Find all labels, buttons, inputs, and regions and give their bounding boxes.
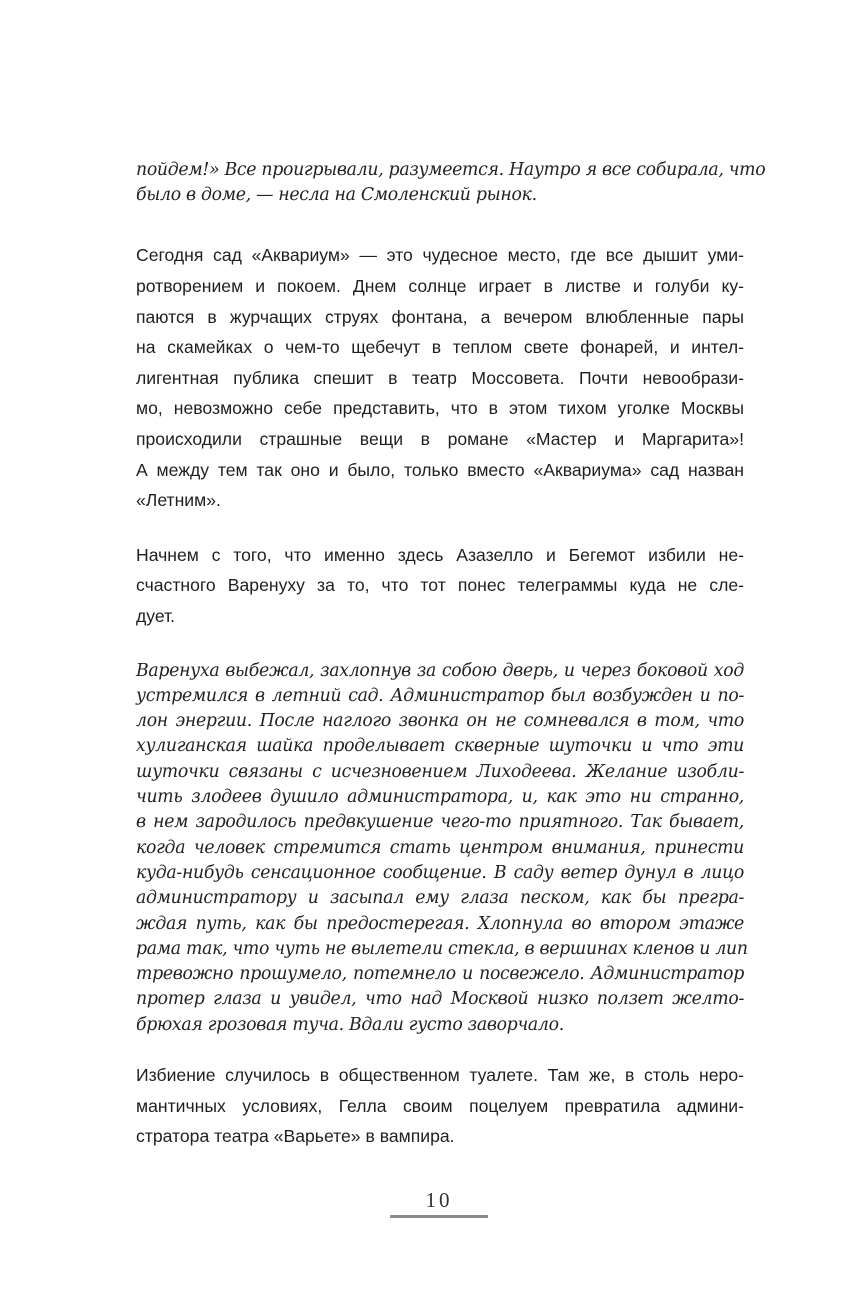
text-line: Начнем с того, что именно здесь Азазелло и Бегемот избили не- xyxy=(136,544,744,565)
text-line: Избиение случилось в общественном туалете. Там же, в столь неро- xyxy=(136,1064,744,1085)
text-line: чить злодеев душило администратора, и, как это ни странно, xyxy=(136,787,744,808)
text-line: лигентная публика спешит в театр Моссовета. Почти невообрази- xyxy=(136,367,744,388)
text-line: брюхая грозовая туча. Вдали густо заворчало. xyxy=(136,1014,564,1035)
text-line: в нем зародилось предвкушение чего-то приятного. Так бывает, xyxy=(136,812,744,833)
page-body xyxy=(136,158,766,1152)
text-line: пойдем!» Все проигрывали, разумеется. Наутро я все собирала, что xyxy=(136,160,766,180)
text-line: хулиганская шайка проделывает скверные шуточки и что эти xyxy=(136,736,744,757)
quote-paragraph-novel-excerpt xyxy=(136,659,748,1038)
text-line: администратору и засыпал ему глаза песком, как бы прегра- xyxy=(136,888,744,909)
text-line: ждая путь, как бы предостерегая. Хлопнула во втором этаже xyxy=(136,913,744,934)
page-number: 10 xyxy=(425,1188,453,1212)
paragraph-varenukha xyxy=(136,540,744,632)
text-line: на скамейках о чем-то щебечут в теплом свете фонарей, и интел- xyxy=(136,337,744,358)
text-line: устремился в летний сад. Администратор был возбужден и по- xyxy=(136,685,744,706)
text-line: счастного Варенуху за то, что тот понес телеграммы куда не сле- xyxy=(136,575,744,596)
text-line: тревожно прошумело, потемнело и посвежело. Администратор xyxy=(136,964,744,985)
text-line: паются в журчащих струях фонтана, а вечером влюбленные пары xyxy=(136,306,744,327)
quote-paragraph-1 xyxy=(136,158,766,208)
text-line: было в доме, — несла на Смоленский рынок. xyxy=(136,185,537,206)
text-line: ротворением и покоем. Днем солнце играет в листве и голуби ку- xyxy=(136,276,744,296)
paragraph-beating xyxy=(136,1060,744,1152)
text-line: шуточки связаны с исчезновением Лиходеева. Желание изобли- xyxy=(136,761,744,782)
text-line: «Летним». xyxy=(136,490,221,511)
text-line: дует. xyxy=(136,605,176,626)
text-line: протер глаза и увидел, что над Москвой низко ползет желто- xyxy=(136,989,744,1010)
text-line: стратора театра «Варьете» в вампира. xyxy=(136,1126,455,1147)
text-line: А между тем так оно и было, только вместо «Аквариума» сад назван xyxy=(136,459,744,480)
text-line: когда человек стремится стать центром внимания, принести xyxy=(136,837,744,858)
paragraph-aquarium-garden xyxy=(136,240,744,515)
text-line: мо, невозможно себе представить, что в этом тихом уголке Москвы xyxy=(136,398,744,419)
text-line: Варенуха выбежал, захлопнув за собою дверь, и через боковой ход xyxy=(136,660,744,681)
text-line: Сегодня сад «Аквариум» — это чудесное место, где все дышит уми- xyxy=(136,245,744,266)
text-line: рама так, что чуть не вылетели стекла, в вершинах кленов и лип xyxy=(136,938,748,959)
text-line: куда-нибудь сенсационное сообщение. В саду ветер дунул в лицо xyxy=(136,862,744,883)
page-number-rule xyxy=(390,1215,488,1218)
text-line: мантичных условиях, Гелла своим поцелуем превратила админи- xyxy=(136,1095,744,1116)
text-line: происходили страшные вещи в романе «Мастер и Маргарита»! xyxy=(136,428,744,449)
text-line: лон энергии. После наглого звонка он не сомневался в том, что xyxy=(136,711,744,732)
